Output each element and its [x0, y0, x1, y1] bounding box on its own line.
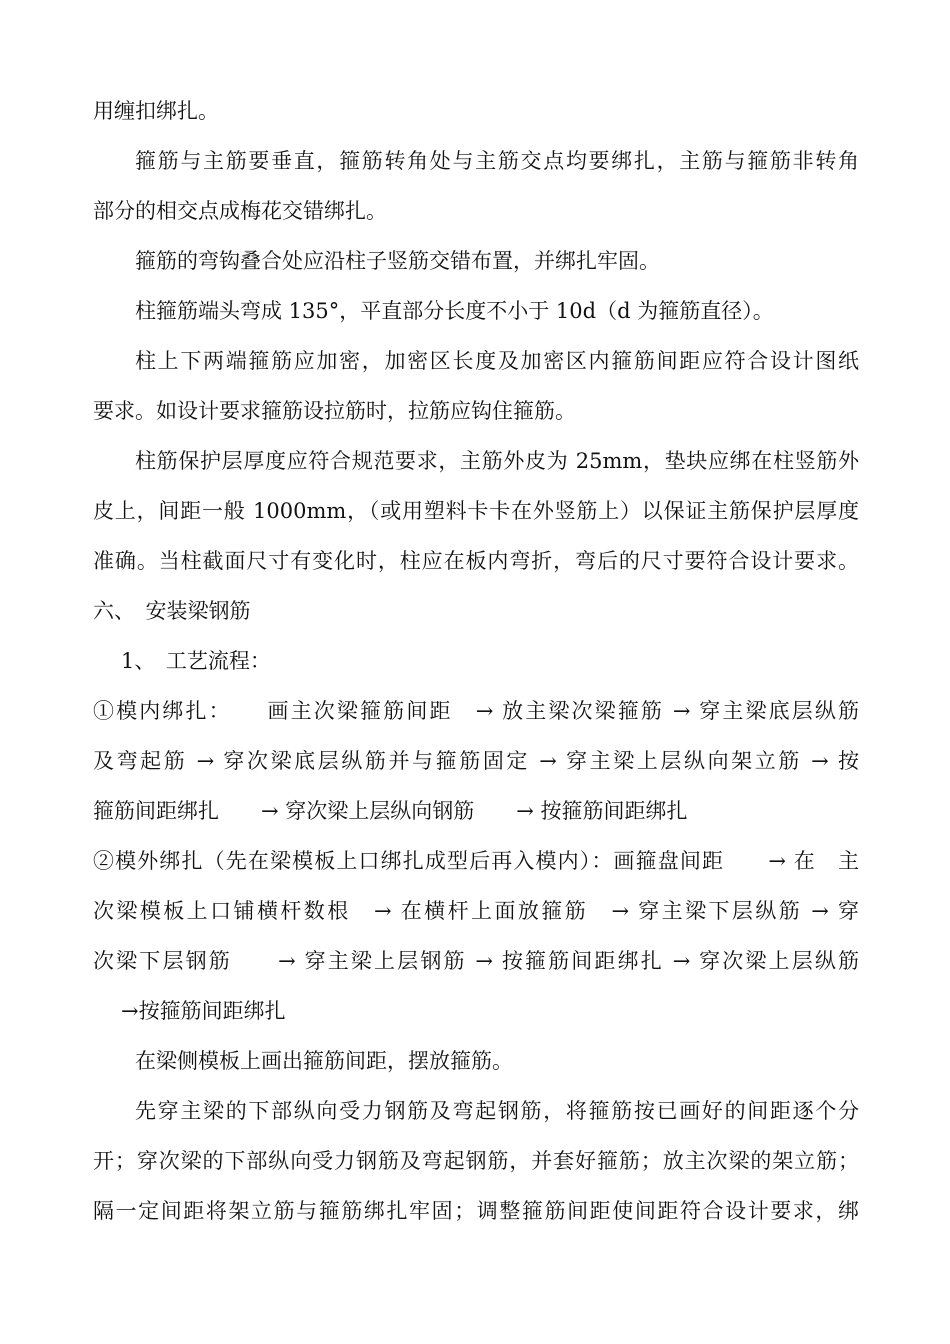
text-line: 在梁侧模板上画出箍筋间距，摆放箍筋。 — [135, 1049, 513, 1073]
text-line: ②模外绑扎（先在梁模板上口绑扎成型后再入模内）：画箍盘间距 → 在 主 — [93, 849, 859, 873]
text-line: 先穿主梁的下部纵向受力钢筋及弯起钢筋，将箍筋按已画好的间距逐个分 — [135, 1099, 859, 1123]
text-line: 箍筋与主筋要垂直，箍筋转角处与主筋交点均要绑扎，主筋与箍筋非转角 — [135, 149, 859, 173]
text-line: 箍筋间距绑扎 → 穿次梁上层纵向钢筋 → 按箍筋间距绑扎 — [93, 799, 688, 823]
text-line: 次梁模板上口铺横杆数根 → 在横杆上面放箍筋 → 穿主梁下层纵筋 → 穿 — [93, 899, 859, 923]
subsection-heading: 1、 工艺流程： — [121, 649, 271, 673]
text-line: →按箍筋间距绑扎 — [121, 999, 286, 1023]
text-line: 用缠扣绑扎。 — [93, 99, 219, 123]
text-line: 及弯起筋 → 穿次梁底层纵筋并与箍筋固定 → 穿主梁上层纵向架立筋 → 按 — [93, 749, 859, 773]
text-line: 柱箍筋端头弯成 135°，平直部分长度不小于 10d（d 为箍筋直径）。 — [135, 299, 774, 323]
text-line: 柱筋保护层厚度应符合规范要求，主筋外皮为 25mm，垫块应绑在柱竖筋外 — [135, 449, 859, 473]
text-line: 开；穿次梁的下部纵向受力钢筋及弯起钢筋，并套好箍筋；放主次梁的架立筋； — [93, 1149, 859, 1173]
text-line: 隔一定间距将架立筋与箍筋绑扎牢固；调整箍筋间距使间距符合设计要求，绑 — [93, 1199, 859, 1223]
text-line: 要求。如设计要求箍筋设拉筋时，拉筋应钩住箍筋。 — [93, 399, 576, 423]
text-line: 柱上下两端箍筋应加密，加密区长度及加密区内箍筋间距应符合设计图纸 — [135, 349, 859, 373]
text-line: 准确。当柱截面尺寸有变化时，柱应在板内弯折，弯后的尺寸要符合设计要求。 — [93, 549, 859, 573]
text-line: 部分的相交点成梅花交错绑扎。 — [93, 199, 387, 223]
text-line: 皮上，间距一般 1000mm，（或用塑料卡卡在外竖筋上）以保证主筋保护层厚度 — [93, 499, 859, 523]
section-heading: 六、 安装梁钢筋 — [93, 599, 251, 623]
text-line: 箍筋的弯钩叠合处应沿柱子竖筋交错布置，并绑扎牢固。 — [135, 249, 660, 273]
text-line: ①模内绑扎： 画主次梁箍筋间距 → 放主梁次梁箍筋 → 穿主梁底层纵筋 — [93, 699, 859, 723]
text-line: 次梁下层钢筋 → 穿主梁上层钢筋 → 按箍筋间距绑扎 → 穿次梁上层纵筋 — [93, 949, 859, 973]
